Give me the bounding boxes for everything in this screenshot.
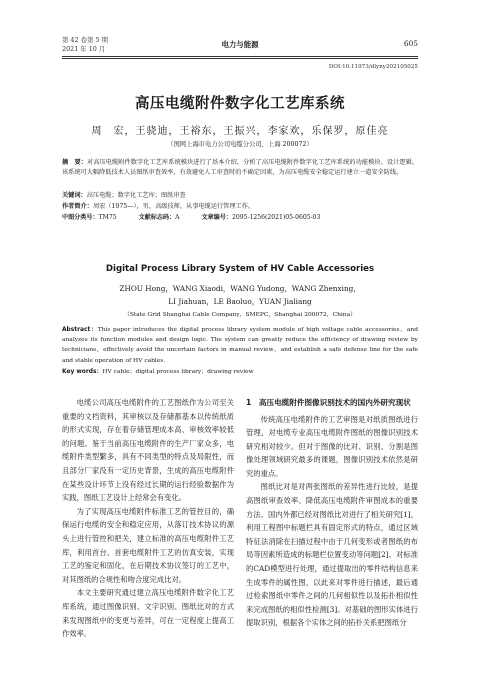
- abstract-en: [62, 325, 418, 366]
- keywords-cn-text: 高压电缆；数字化工艺库；图纸审查: [86, 192, 186, 199]
- body-left-column: [62, 396, 234, 641]
- body-paragraph: 图纸比对是对两张图纸的差异性进行比较，是提高图纸审查效率、降低高压电缆附件审图成本的重要方法。国内外都已经对图纸比对进行了相关研究[1]，利用工程图中标题栏具有固定形式的特点，通过区域特征法消除在扫描过程中由于几何变形或者图纸的布局等因素所造成的标题栏位置变动等问题[2]。对标准的CAD模型进行处理，通过提取出的零件结构信息来生成零件的属性图，以此来对零件进行描述，最后通过检索图纸中零件之间的几何相似性以及拓扑相似性来完成图纸的相似性检测[3]。对基础的图形实体进行提取识别，根据各个实体之间的拓扑关系把图纸分: [246, 482, 418, 628]
- body-paragraph: 本文主要研究通过建立高压电缆附件数字化工艺库系统，通过图像识别、文字识别、图纸比对的方式来发现图纸中的变更与差异，可在一定程度上提高工作效率。: [62, 588, 234, 639]
- paper-title-en: Digital Process Library System of HV Cable Accessories: [105, 264, 375, 274]
- article-number-label: 文章编号：: [201, 214, 232, 221]
- keywords-en-label: Key words：: [62, 369, 103, 375]
- header-rule-thin: [62, 58, 418, 59]
- body-paragraph: 电缆公司高压电缆附件的工艺图纸作为公司至关重要的文档资料，其审核以及存储都基本以传统纸质的形式实现，存在着存储管理成本高、审核效率较低的问题。鉴于当前高压电缆附件的生产厂家众多，电缆附件类型繁多，具有不同类型的特点及局限性，而且部分厂家没有一定历史背景，生成的高压电缆附件在某些设计环节上没有经过长期的运行经验数据作为实践，图纸工艺设计上经常会有变化。: [62, 398, 234, 503]
- author-bio-label: 作者简介：: [62, 203, 93, 210]
- authors-en: [0, 282, 480, 308]
- keywords-cn: [62, 191, 418, 201]
- header-date: 2021 年 10 月: [62, 45, 106, 53]
- article-number-value: 2095-1256(2021)05-0605-03: [231, 214, 321, 221]
- doc-code-label: 文献标志码：: [138, 214, 176, 221]
- authors-en-line-1: ZHOU Hong，WANG Xiaodi，WANG Yudong，WANG Zhenxing，: [119, 284, 361, 293]
- header-volume: 第 42 卷第 5 期: [62, 36, 108, 44]
- keywords-cn-label: 关键词：: [62, 192, 87, 199]
- author-bio: [62, 202, 418, 212]
- abstract-en-label: Abstract：: [62, 327, 98, 333]
- doc-code-value: A: [175, 214, 180, 221]
- abstract-en-text: This paper introduces the digital process library system module of high voltage cable accessories，and analyzes its function modules and design logic. The system can greatly reduce the efficiency of drawing review by technicians，effectively avoid the uncertain factors in manual review，and establish a safe defense line for the safe and stable operation of HV cables.: [62, 327, 418, 364]
- header-rule: [62, 56, 418, 57]
- clc-value: TM75: [98, 214, 117, 221]
- paper-title-cn: 高压电缆附件数字化工艺库系统: [135, 96, 345, 112]
- header-page-number: 605: [403, 39, 418, 48]
- keywords-en: [62, 367, 418, 377]
- authors-cn: 周 宏，王骁迪，王裕东，王振兴，李家欢，乐保罗，原佳亮: [91, 126, 389, 137]
- body-right-column: [246, 396, 418, 630]
- clc-label: 中图分类号：: [62, 214, 99, 221]
- authors-en-line-2: LI Jiahuan，LE Baoluo，YUAN Jialiang: [168, 297, 312, 306]
- abstract-cn: [62, 158, 418, 179]
- affiliation-en: （State Grid Shanghai Cable Company，SMEPC，Shanghai 200072，China）: [124, 312, 356, 318]
- abstract-cn-text: 对高压电缆附件数字化工艺库系统模块进行了基本介绍，分析了高压电缆附件数字化工艺库系统的功能模块、设计逻辑。该系统可大幅降低技术人员图纸审查效率，有效避免人工审查时的不确定因素，为高压电缆安全稳定运行建立一道安全防线。: [62, 159, 419, 177]
- affiliation-cn: （国网上海市电力公司电缆分公司，上海 200072）: [167, 141, 313, 148]
- header-journal: 电力与能源: [221, 40, 259, 49]
- author-bio-text: 周宏（1975—），男，高级技师，从事电缆运行管理工作。: [92, 203, 255, 210]
- section-1-heading: 1 高压电缆附件图像识别技术的国内外研究现状: [246, 398, 411, 407]
- body-paragraph: 传统高压电缆附件的工艺审图是对纸质图纸进行管理，对电缆专业高压电缆附件图纸的图像识别技术研究相对较少。但对于图像的比对、识别、分割是图像处理领域研究最多的课题，图像识别技术依然是研究的重点。: [246, 414, 418, 478]
- body-paragraph: 为了实现高压电缆附件标准工艺的管控目的，确保运行电缆的安全和稳定应用，从落订技术协议的源头上进行管控和把关，建立标准的高压电缆附件工艺库，利用首台、首套电缆附件工艺的仿真安装，实现工艺的鉴定和固化，在后期技术协议签订的工艺中，对其图纸的合规性和吻合度完成比对。: [62, 506, 234, 584]
- abstract-cn-label: 摘 要：: [62, 159, 87, 166]
- keywords-en-text: HV cable；digital process library；drawing review: [102, 369, 254, 375]
- doi: DOI:10.11973/dlyny202105025: [328, 64, 418, 70]
- classification-row: [62, 213, 422, 222]
